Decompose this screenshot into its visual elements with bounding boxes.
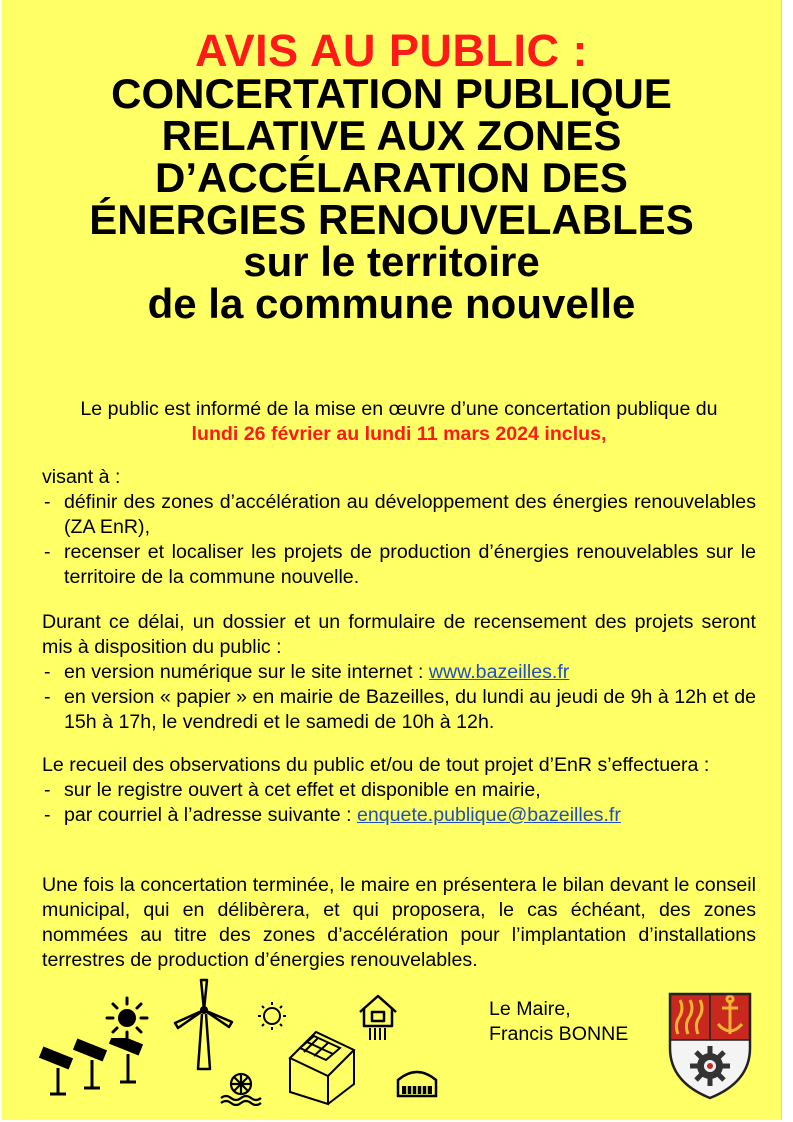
collection-item-register: - sur le registre ouvert à cet effet et disponible en mairie, bbox=[42, 778, 756, 803]
collection-section bbox=[42, 753, 756, 828]
aims-lead: visant à : bbox=[42, 466, 121, 488]
solar-house-icon bbox=[256, 1000, 362, 1106]
conclusion-paragraph: Une fois la concertation terminée, le maire en présentera le bilan devant le conseil municipal, qui en délibèrera, et qui proposera, le cas échéant, des zones nommées au titre des zones d’accélération pour l’implantation d’installations terrestres de production d’énergies renouvelables. bbox=[42, 874, 756, 971]
website-link[interactable]: www.bazeilles.fr bbox=[428, 661, 570, 683]
title-line-6: de la commune nouvelle bbox=[147, 280, 636, 327]
poster-title bbox=[2, 25, 781, 327]
aims-item: - recenser et localiser les projets de production d’énergies renouvelables sur le territoire de la commune nouvelle. bbox=[42, 540, 756, 590]
title-line-1: CONCERTATION PUBLIQUE bbox=[111, 70, 672, 117]
solar-panels-icon bbox=[38, 1038, 150, 1098]
availability-lead: Durant ce délai, un dossier et un formulaire de recensement des projets seront mis à disposition du public : bbox=[42, 611, 756, 658]
heat-pump-house-icon bbox=[356, 992, 400, 1042]
aims-item: - définir des zones d’accélération au développement des énergies renouvelables (ZA EnR), bbox=[42, 490, 756, 540]
biogas-icon bbox=[394, 1064, 440, 1100]
title-line-3: D’ACCÉLARATION DES bbox=[155, 154, 628, 201]
email-link[interactable]: enquete.publique@bazeilles.fr bbox=[356, 804, 621, 826]
availability-section bbox=[42, 610, 756, 735]
availability-item-paper: - en version « papier » en mairie de Bazeilles, du lundi au jeudi de 9h à 12h et de 15h à 17h, le vendredi et le samedi de 10h à 12h. bbox=[42, 685, 756, 735]
collection-item-email bbox=[42, 803, 756, 828]
signature-role: Le Maire, bbox=[489, 998, 571, 1020]
title-line-5: sur le territoire bbox=[243, 238, 540, 285]
availability-item-digital-text: en version numérique sur le site internet : bbox=[64, 661, 429, 683]
intro-paragraph bbox=[42, 397, 756, 447]
signature-block bbox=[489, 997, 628, 1047]
wind-turbine-icon bbox=[172, 976, 236, 1072]
title-line-2: RELATIVE AUX ZONES bbox=[161, 112, 622, 159]
collection-lead: Le recueil des observations du public et/ou de tout projet d’EnR s’effectuera : bbox=[42, 754, 710, 776]
sun-icon bbox=[105, 996, 149, 1040]
aims-section bbox=[42, 465, 756, 590]
intro-text: Le public est informé de la mise en œuvre d’une concertation publique du bbox=[80, 398, 718, 420]
coat-of-arms bbox=[666, 990, 754, 1102]
notice-heading: AVIS AU PUBLIC : bbox=[194, 25, 588, 76]
intro-dates: lundi 26 février au lundi 11 mars 2024 inclus, bbox=[191, 423, 607, 445]
notice-poster bbox=[2, 0, 782, 1120]
availability-item-digital bbox=[42, 660, 756, 685]
collection-item-email-text: par courriel à l’adresse suivante : bbox=[64, 804, 357, 826]
title-line-4: ÉNERGIES RENOUVELABLES bbox=[89, 196, 694, 243]
signature-name: Francis BONNE bbox=[489, 1023, 629, 1045]
